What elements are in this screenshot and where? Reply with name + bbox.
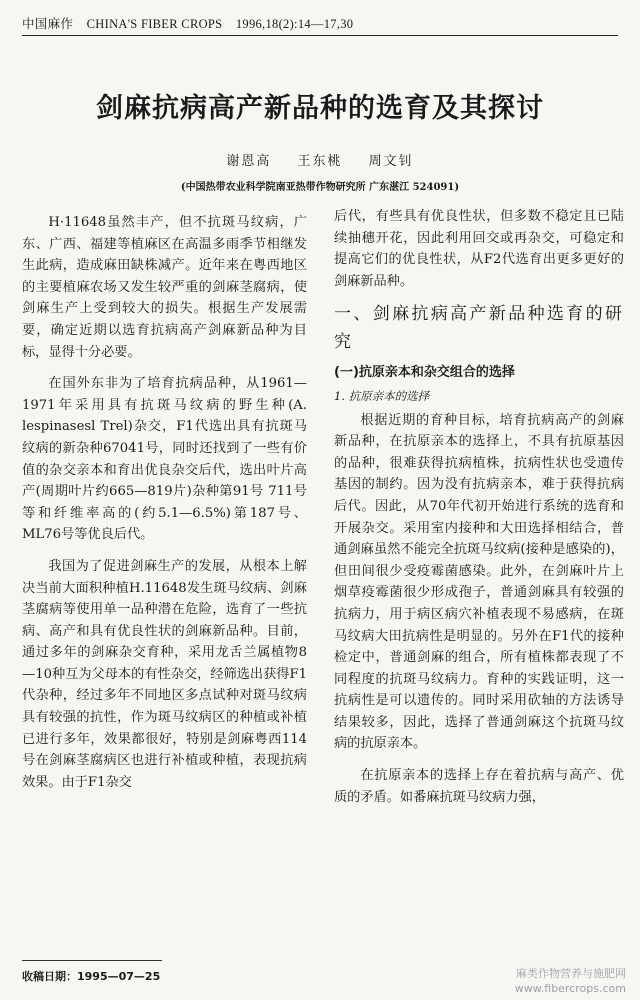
author-list [0, 150, 640, 169]
watermark [515, 966, 626, 996]
footnote-rule [22, 960, 162, 961]
paper-title: 剑麻抗病高产新品种的选育及其探讨 [96, 93, 544, 124]
running-header [22, 14, 618, 36]
subsubsection-heading: 1. 抗原亲本的选择 [334, 388, 430, 403]
right-column [334, 206, 624, 808]
journal-en: CHINA'S FIBER CROPS [86, 17, 223, 31]
body-paragraph: 在抗原亲本的选择上存在着抗病与高产、优质的矛盾。如番麻抗斑马纹病力强， [334, 768, 624, 805]
citation: 1996,18(2):14—17,30 [235, 17, 354, 31]
body-paragraph: 在国外东非为了培育抗病品种，从1961—1971年采用具有抗斑马纹病的野生种(A. lespinasesl Trel)杂交，F1代选出具有抗斑马纹病的新杂种67041号，同时还找到了一些有价值的杂交亲本和育出优良杂交后代，选出叶片高产(周期叶片约665—819片)杂种第91号 711号等和纤维率高的(约5.1—6.5%)第187号、ML76号等优良后代。 [22, 376, 307, 543]
author: 谢恩高 [226, 154, 272, 169]
body-paragraph: 后代，有些具有优良性状，但多数不稳定且已陆续抽穗开花，因此利用回交或再杂交，可稳定和提高它们的优良性状，从F2代选育出更多更好的剑麻新品种。 [334, 209, 624, 289]
author: 王东桃 [297, 154, 343, 169]
body-paragraph: 我国为了促进剑麻生产的发展，从根本上解决当前大面积种植H.11648发生斑马纹病、剑麻茎腐病等使用单一品种潜在危险，选育了一些抗病、高产和具有优良性状的剑麻新品种。目前，通过多年的剑麻杂交育种，采用龙舌兰属植物8—10种互为父母本的有性杂交，经筛选出获得F1代杂种，经过多年不同地区多点试种对斑马纹病具有较强的抗性，作为斑马纹病区的种植或补植已进行多年，效果都很好，特别是剑麻粤西114号在剑麻茎腐病区也进行补植或种植，表现抗病效果。由于F1杂交 [22, 558, 307, 790]
body-paragraph: 根据近期的育种目标，培育抗病高产的剑麻新品种，在抗原亲本的选择上，不具有抗原基因的品种，很难获得抗病植株，抗病性状也受遗传基因的制约。因为没有抗病亲本，难于获得抗病后代。因此，从70年代初开始进行系统的选育和开展杂交。采用室内接种和大田选择相结合，普通剑麻虽然不能完全抗斑马纹病(接种是感染的)，但田间很少受疫霉菌感染。此外，在剑麻叶片上烟草疫霉菌很少形成孢子，普通剑麻具有较强的抗病力，用于病区病穴补植表现不易感病，在斑马纹病大田抗病性是明显的。另外在F1代的接种检定中，普通剑麻的组合，所有植株都表现了不同程度的抗斑马纹病力。育种的实践证明，这一抗病性是可以遗传的。同时采用砍轴的方法诱导结果较多，因此，选择了普通剑麻这个抗斑马纹病的抗原亲本。 [334, 412, 624, 752]
watermark-line: 麻类作物营养与施肥网 [516, 967, 626, 980]
journal-cn: 中国麻作 [22, 17, 74, 31]
affiliation: (中国热带农业科学院南亚热带作物研究所 广东湛江 524091) [180, 182, 460, 193]
author: 周文钊 [368, 154, 414, 169]
watermark-line: www.fibercrops.com [514, 982, 626, 995]
subsection-heading: (一)抗原亲本和杂交组合的选择 [334, 365, 515, 381]
section-heading: 一、剑麻抗病高产新品种选育的研究 [334, 304, 624, 353]
left-column [22, 212, 307, 793]
received-date: 收稿日期：1995—07—25 [22, 970, 161, 983]
body-paragraph: H·11648虽然丰产，但不抗斑马纹病，广东、广西、福建等植麻区在高温多雨季节相继发生此病，造成麻田缺株减产。近年来在粤西地区的主要植麻农场又发生较严重的剑麻茎腐病，使剑麻生产上受到较大的损失。根据生产发展需要，确定近期以选育抗病高产剑麻新品种为目标，显得十分必要。 [22, 215, 307, 360]
